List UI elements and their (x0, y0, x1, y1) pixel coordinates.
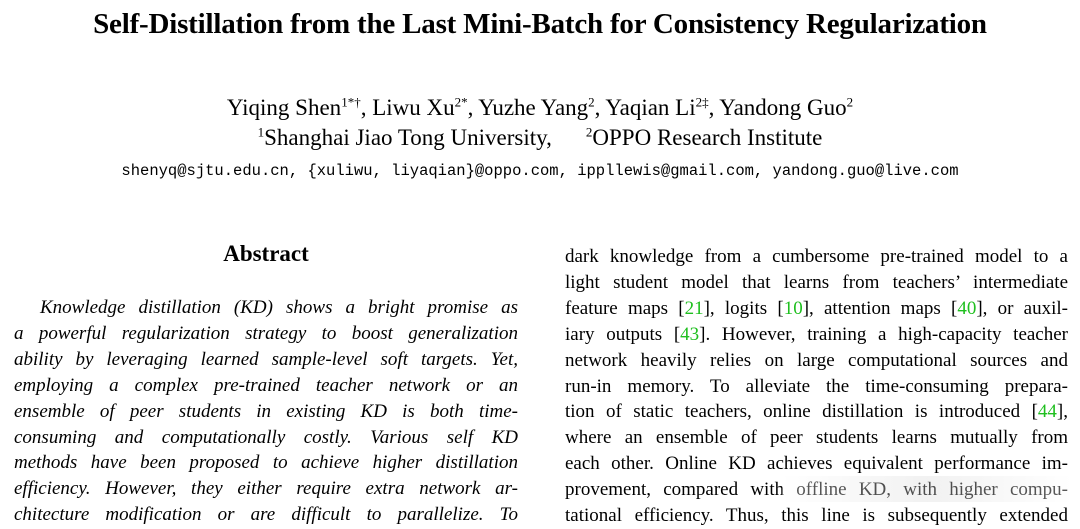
intro-text: network heavily relies on large computational sources and (565, 349, 1068, 371)
intro-text: provement, compared with offline KD, with higher compu- (565, 479, 1068, 501)
abstract-line: consuming and computationally costly. Various self KD (14, 426, 518, 448)
intro-line (565, 425, 1068, 451)
intro-text: tational efficiency. Thus, this line is subsequently extended (565, 505, 1068, 527)
author-name: Yiqing Shen (226, 95, 342, 120)
abstract-line: ensemble of peer students in existing KD is both time- (14, 400, 518, 422)
intro-line (565, 477, 1068, 503)
affiliations (0, 124, 1080, 152)
intro-text: each other. Online KD achieves equivalent performance im- (565, 453, 1068, 475)
abstract-line: ability by leveraging learned sample-level soft targets. Yet, (14, 348, 518, 370)
intro-text: tion of static teachers, online distillation is introduced [ (565, 401, 1038, 423)
introduction-text (565, 244, 1068, 529)
author-name: Yuzhe Yang (478, 95, 589, 120)
intro-line (565, 399, 1068, 425)
intro-text: feature maps [ (565, 297, 685, 319)
author-emails: shenyq@sjtu.edu.cn, {xuliwu, liyaqian}@oppo.com, ippllewis@gmail.com, yandong.guo@live.com (121, 162, 959, 180)
citation-link[interactable]: 10 (783, 297, 803, 319)
intro-text: run-in memory. To alleviate the time-consuming prepara- (565, 375, 1068, 397)
abstract-line: Knowledge distillation (KD) shows a bright promise as (40, 297, 518, 318)
abstract-line: a powerful regularization strategy to boost generalization (14, 322, 518, 344)
intro-text: ], (1056, 401, 1068, 423)
abstract-line: employing a complex pre-trained teacher network or an (14, 374, 518, 396)
abstract-line: methods have been proposed to achieve higher distillation (14, 452, 518, 474)
author-separator: , (708, 95, 720, 120)
intro-text: ], attention maps [ (802, 297, 958, 319)
abstract-body (14, 295, 518, 528)
author-separator: , (467, 95, 479, 120)
intro-line (565, 348, 1068, 374)
author-affiliation-mark: 1*† (341, 94, 361, 110)
intro-line (565, 296, 1068, 322)
author-affiliation-mark: 2‡ (695, 94, 709, 110)
intro-line (565, 270, 1068, 296)
intro-text: light student model that learns from teachers’ intermediate (565, 271, 1068, 293)
author-affiliation-mark: 2* (454, 94, 468, 110)
intro-text: dark knowledge from a cumbersome pre-trained model to a (565, 246, 1068, 267)
intro-line (565, 451, 1068, 477)
intro-line (565, 374, 1068, 400)
author-affiliation-mark: 2 (846, 94, 854, 110)
author-list (0, 94, 1080, 122)
intro-line (565, 322, 1068, 348)
paper-title: Self-Distillation from the Last Mini-Batch for Consistency Regularization (93, 8, 987, 40)
intro-text: ], or auxil- (976, 297, 1068, 319)
intro-line (565, 244, 1068, 270)
intro-text: ]. However, training a high-capacity teacher (699, 323, 1068, 345)
citation-link[interactable]: 40 (957, 297, 977, 319)
intro-line (565, 503, 1068, 529)
affiliation-2: $^2$OPPO Research Institute (585, 124, 823, 150)
citation-link[interactable]: 21 (684, 297, 704, 319)
author-name: Liwu Xu (372, 95, 455, 120)
intro-text: where an ensemble of peer students learns mutually from (565, 427, 1068, 449)
intro-text: iary outputs [ (565, 323, 681, 345)
author-separator: , (594, 95, 606, 120)
author-affiliation-mark: 2 (588, 94, 595, 110)
citation-link[interactable]: 44 (1037, 401, 1057, 423)
citation-link[interactable]: 43 (680, 323, 700, 345)
author-separator: , (360, 95, 373, 120)
abstract-line: chitecture modification or are difficult to parallelize. To (14, 504, 518, 526)
affiliation-1: $^1$Shanghai Jiao Tong University, (257, 124, 552, 150)
intro-text: ], logits [ (703, 297, 784, 319)
author-name: Yandong Guo (719, 95, 847, 120)
abstract-heading: Abstract (223, 241, 309, 266)
abstract-line: efficiency. However, they either require extra network ar- (14, 478, 518, 500)
author-name: Yaqian Li (605, 95, 696, 120)
